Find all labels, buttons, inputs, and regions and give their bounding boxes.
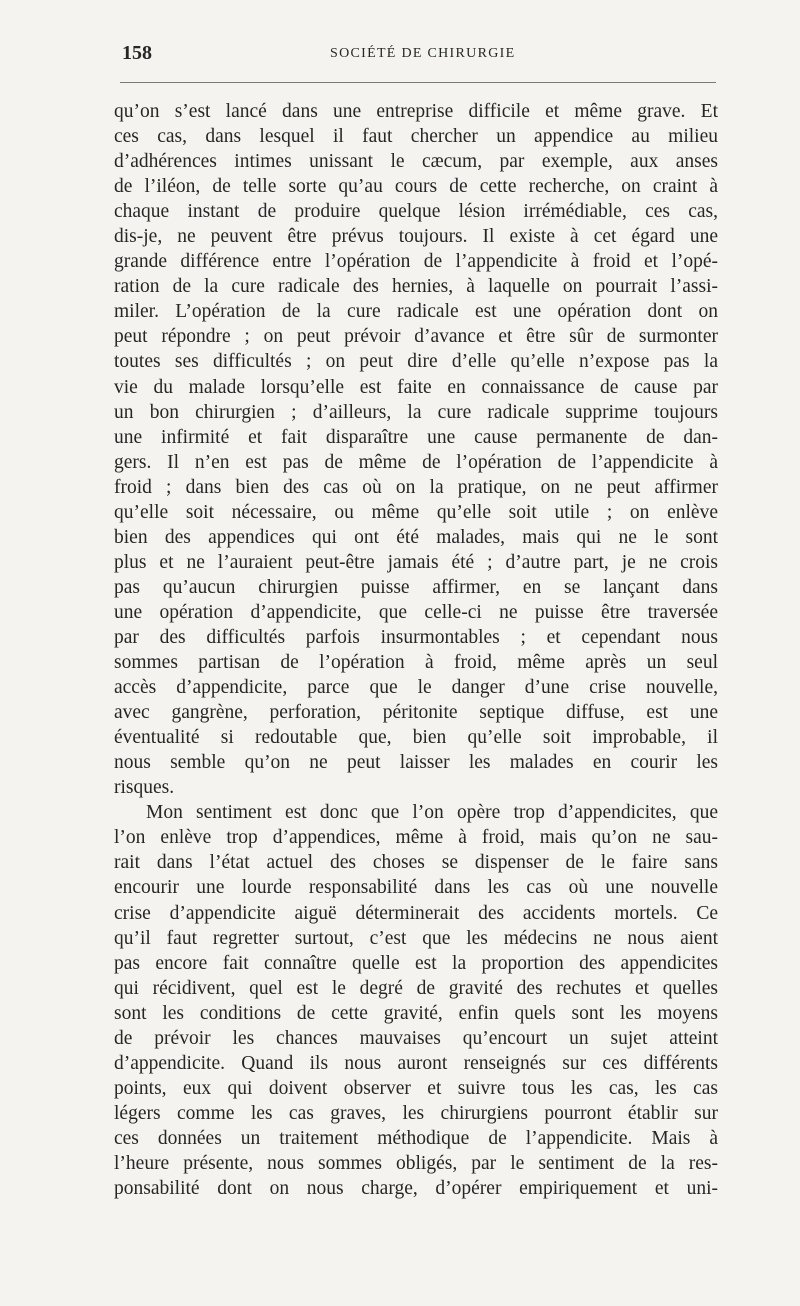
text-line: d’appendicite. Quand ils nous auront renseignés sur ces différents xyxy=(114,1052,718,1074)
text-line: de prévoir les chances mauvaises qu’encourt un sujet atteint xyxy=(114,1027,718,1049)
text-line: ces données un traitement méthodique de l’appendicite. Mais à xyxy=(114,1127,718,1149)
text-line: pas qu’aucun chirurgien puisse affirmer, en se lançant dans xyxy=(114,576,718,598)
text-line: bien des appendices qui ont été malades, mais qui ne le sont xyxy=(114,526,718,548)
text-line: avec gangrène, perforation, péritonite septique diffuse, est une xyxy=(114,702,718,724)
text-line: plus et ne l’auraient peut-être jamais été ; d’autre part, je ne crois xyxy=(114,551,718,573)
body-text xyxy=(114,99,718,1201)
text-line: toutes ses difficultés ; on peut dire d’elle qu’elle n’expose pas la xyxy=(114,351,718,373)
text-line: chaque instant de produire quelque lésion irrémédiable, ces cas, xyxy=(114,201,718,223)
text-line: ration de la cure radicale des hernies, à laquelle on pourrait l’assi- xyxy=(114,276,718,298)
text-line: risques. xyxy=(114,777,175,799)
text-line: nous semble qu’on ne peut laisser les malades en courir les xyxy=(114,752,718,774)
text-line: ces cas, dans lesquel il faut chercher un appendice au milieu xyxy=(114,126,718,148)
text-line: l’on enlève trop d’appendices, même à froid, mais qu’on ne sau- xyxy=(114,827,718,849)
text-line: ponsabilité dont on nous charge, d’opérer empiriquement et uni- xyxy=(114,1178,718,1200)
page-number: 158 xyxy=(122,42,152,64)
text-line: qu’on s’est lancé dans une entreprise difficile et même grave. Et xyxy=(114,101,718,122)
text-line: une infirmité et fait disparaître une cause permanente de dan- xyxy=(114,426,718,448)
text-line: une opération d’appendicite, que celle-ci ne puisse être traversée xyxy=(114,601,718,623)
text-line: légers comme les cas graves, les chirurgiens pourront établir sur xyxy=(114,1102,718,1124)
text-line: accès d’appendicite, parce que le danger d’une crise nouvelle, xyxy=(114,677,718,699)
text-line: un bon chirurgien ; d’ailleurs, la cure radicale supprime toujours xyxy=(114,401,718,423)
text-line: grande différence entre l’opération de l’appendicite à froid et l’opé- xyxy=(114,251,718,273)
text-line: de l’iléon, de telle sorte qu’au cours de cette recherche, on craint à xyxy=(114,176,718,198)
text-line: dis-je, ne peuvent être prévus toujours. Il existe à cet égard une xyxy=(114,226,718,248)
text-line: sommes partisan de l’opération à froid, même après un seul xyxy=(114,652,718,674)
text-line: qu’il faut regretter surtout, c’est que les médecins ne nous aient xyxy=(114,927,718,949)
text-line: gers. Il n’en est pas de même de l’opération de l’appendicite à xyxy=(114,451,718,473)
text-line: points, eux qui doivent observer et suivre tous les cas, les cas xyxy=(114,1077,718,1099)
text-line: froid ; dans bien des cas où on la pratique, on ne peut affirmer xyxy=(114,476,718,498)
text-line: vie du malade lorsqu’elle est faite en connaissance de cause par xyxy=(114,376,718,398)
text-line: pas encore fait connaître quelle est la proportion des appendicites xyxy=(114,952,718,974)
text-line: peut répondre ; on peut prévoir d’avance et être sûr de surmonter xyxy=(114,326,718,348)
text-line: encourir une lourde responsabilité dans les cas où une nouvelle xyxy=(114,877,718,899)
page-header xyxy=(120,42,720,72)
text-line: qu’elle soit nécessaire, ou même qu’elle soit utile ; on enlève xyxy=(114,501,718,523)
text-line: l’heure présente, nous sommes obligés, par le sentiment de la res- xyxy=(114,1152,718,1174)
text-line: éventualité si redoutable que, bien qu’elle soit improbable, il xyxy=(114,727,718,749)
text-line: rait dans l’état actuel des choses se dispenser de le faire sans xyxy=(114,852,718,874)
running-title: SOCIÉTÉ DE CHIRURGIE xyxy=(330,46,516,61)
text-line: par des difficultés parfois insurmontables ; et cependant nous xyxy=(114,626,718,648)
text-line: miler. L’opération de la cure radicale est une opération dont on xyxy=(114,301,718,323)
text-line: crise d’appendicite aiguë déterminerait des accidents mortels. Ce xyxy=(114,902,718,924)
text-line: sont les conditions de cette gravité, enfin quels sont les moyens xyxy=(114,1002,718,1024)
text-line: Mon sentiment est donc que l’on opère trop d’appendicites, que xyxy=(146,802,718,824)
text-line: d’adhérences intimes unissant le cæcum, par exemple, aux anses xyxy=(114,151,718,173)
header-rule xyxy=(120,82,716,83)
text-line: qui récidivent, quel est le degré de gravité des rechutes et quelles xyxy=(114,977,718,999)
